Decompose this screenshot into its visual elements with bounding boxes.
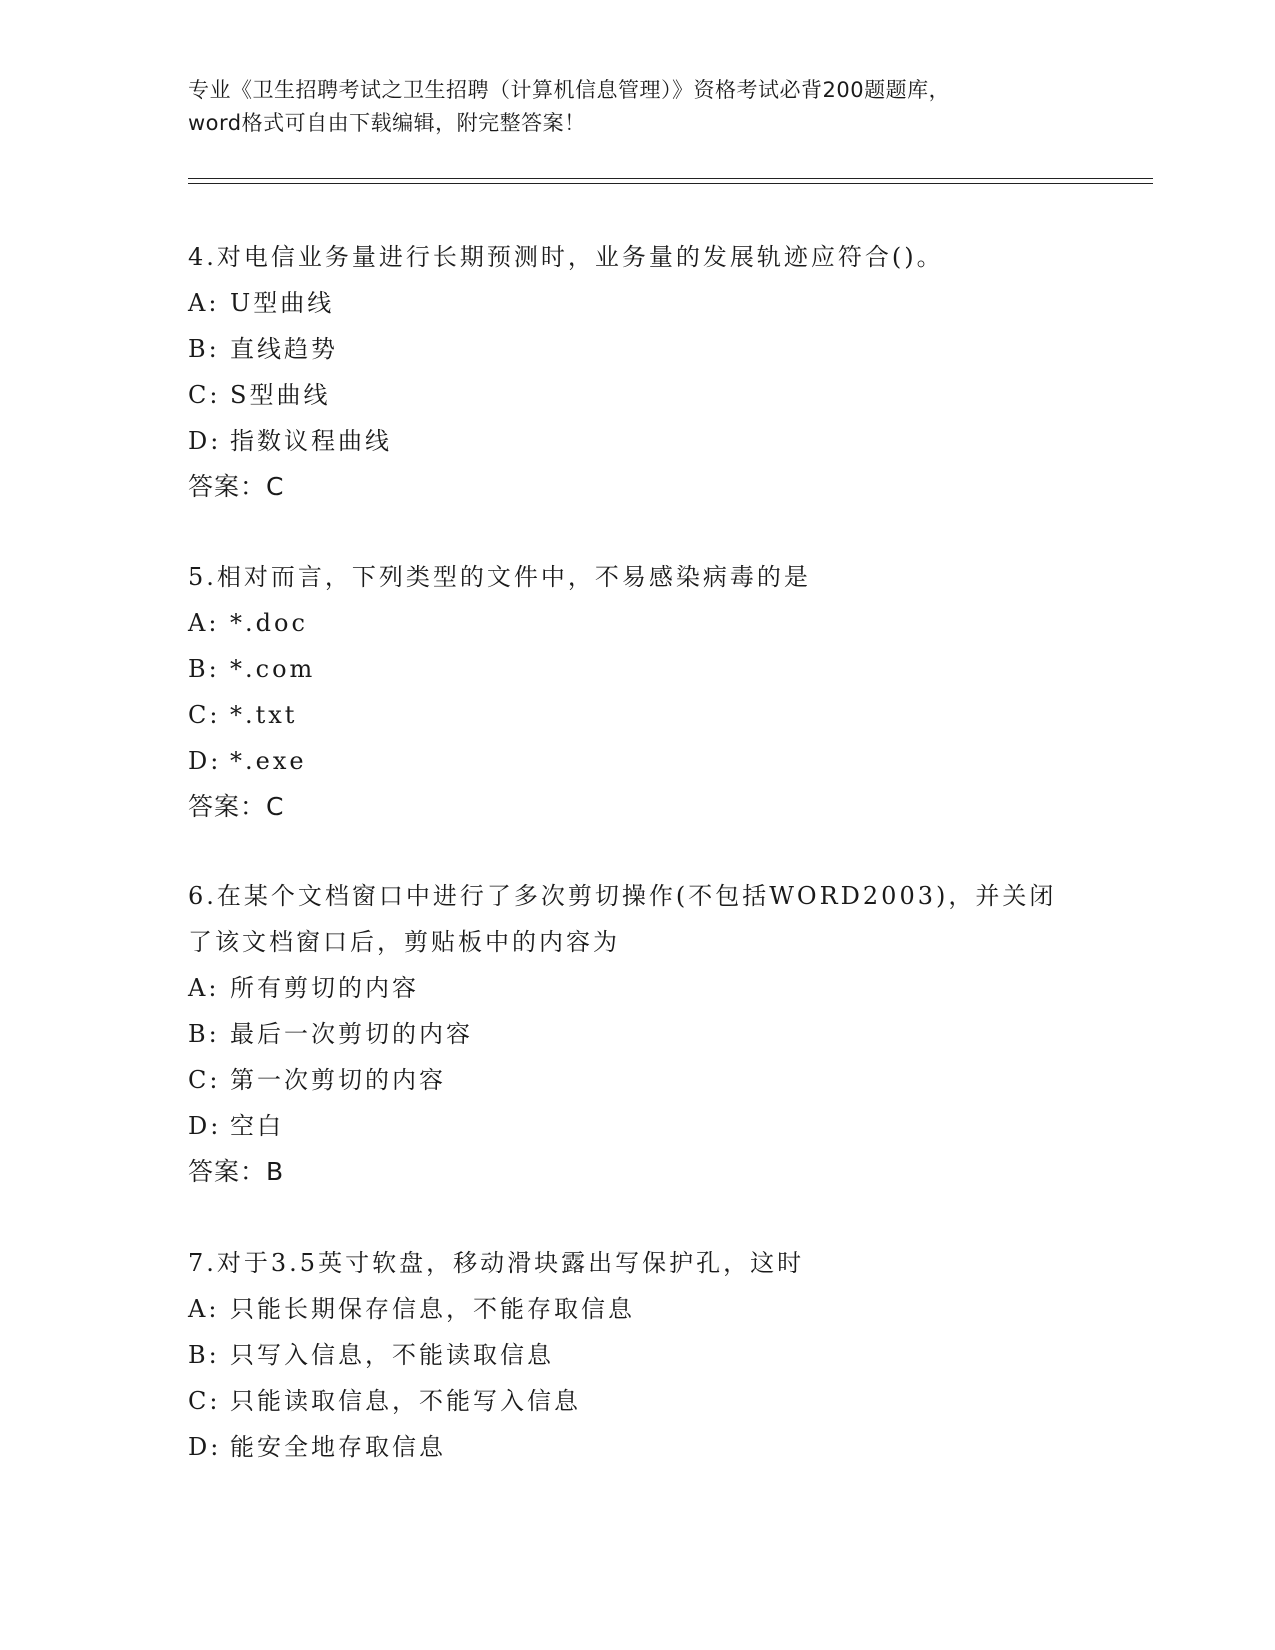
question-text: 5.相对而言，下列类型的文件中，不易感染病毒的是 bbox=[188, 563, 811, 591]
option-a bbox=[188, 280, 1138, 326]
option-d bbox=[188, 1103, 1138, 1149]
option-letter: D: bbox=[188, 747, 222, 775]
option-letter: B: bbox=[188, 335, 220, 363]
option-letter: C: bbox=[188, 1387, 221, 1415]
option-c bbox=[188, 1378, 1138, 1424]
option-d bbox=[188, 1424, 1138, 1470]
question-block bbox=[188, 1240, 1138, 1470]
option-b bbox=[188, 1011, 1138, 1057]
option-letter: C: bbox=[188, 701, 221, 729]
option-text: 直线趋势 bbox=[230, 335, 338, 363]
question-text: 7.对于3.5英寸软盘，移动滑块露出写保护孔，这时 bbox=[188, 1249, 805, 1277]
option-c bbox=[188, 692, 1138, 738]
option-text: 最后一次剪切的内容 bbox=[230, 1020, 473, 1048]
header-divider-top bbox=[188, 178, 1153, 179]
question-block bbox=[188, 873, 1138, 1195]
option-letter: A: bbox=[188, 974, 220, 1002]
question-text-continued: 了该文档窗口后，剪贴板中的内容为 bbox=[188, 928, 620, 956]
answer-line: 答案：B bbox=[188, 1157, 285, 1186]
question-block bbox=[188, 554, 1138, 830]
option-text: 只能长期保存信息，不能存取信息 bbox=[230, 1295, 635, 1323]
option-text: S型曲线 bbox=[230, 381, 331, 409]
question-text: 4.对电信业务量进行长期预测时，业务量的发展轨迹应符合()。 bbox=[188, 243, 944, 271]
option-text: *.doc bbox=[230, 609, 308, 637]
option-text: 只能读取信息，不能写入信息 bbox=[230, 1387, 581, 1415]
option-a bbox=[188, 1286, 1138, 1332]
option-text: *.exe bbox=[230, 747, 307, 775]
document-header bbox=[188, 74, 1088, 140]
option-text: U型曲线 bbox=[230, 289, 335, 317]
answer-line: 答案：C bbox=[188, 792, 285, 821]
option-text: 所有剪切的内容 bbox=[230, 974, 419, 1002]
option-letter: A: bbox=[188, 609, 220, 637]
option-text: 只写入信息，不能读取信息 bbox=[230, 1341, 554, 1369]
option-text: 空白 bbox=[230, 1112, 284, 1140]
option-a bbox=[188, 965, 1138, 1011]
option-letter: B: bbox=[188, 1341, 220, 1369]
header-line-2: word格式可自由下载编辑，附完整答案！ bbox=[188, 111, 586, 135]
option-a bbox=[188, 600, 1138, 646]
header-divider-bottom bbox=[188, 183, 1153, 184]
option-letter: A: bbox=[188, 1295, 220, 1323]
option-letter: A: bbox=[188, 289, 220, 317]
question-block bbox=[188, 234, 1138, 510]
answer-line: 答案：C bbox=[188, 472, 285, 501]
option-c bbox=[188, 372, 1138, 418]
question-text: 6.在某个文档窗口中进行了多次剪切操作(不包括WORD2003)，并关闭 bbox=[188, 882, 1057, 910]
option-letter: D: bbox=[188, 1433, 222, 1461]
option-letter: B: bbox=[188, 1020, 220, 1048]
option-b bbox=[188, 326, 1138, 372]
option-text: 第一次剪切的内容 bbox=[230, 1066, 446, 1094]
option-text: *.com bbox=[230, 655, 316, 683]
option-letter: C: bbox=[188, 381, 221, 409]
option-text: *.txt bbox=[230, 701, 298, 729]
option-c bbox=[188, 1057, 1138, 1103]
option-b bbox=[188, 1332, 1138, 1378]
option-letter: B: bbox=[188, 655, 220, 683]
option-d bbox=[188, 738, 1138, 784]
option-letter: D: bbox=[188, 427, 222, 455]
option-text: 指数议程曲线 bbox=[230, 427, 392, 455]
option-letter: D: bbox=[188, 1112, 222, 1140]
option-d bbox=[188, 418, 1138, 464]
option-b bbox=[188, 646, 1138, 692]
header-line-1: 专业《卫生招聘考试之卫生招聘（计算机信息管理）》资格考试必背200题题库， bbox=[188, 78, 951, 102]
option-letter: C: bbox=[188, 1066, 221, 1094]
option-text: 能安全地存取信息 bbox=[230, 1433, 446, 1461]
